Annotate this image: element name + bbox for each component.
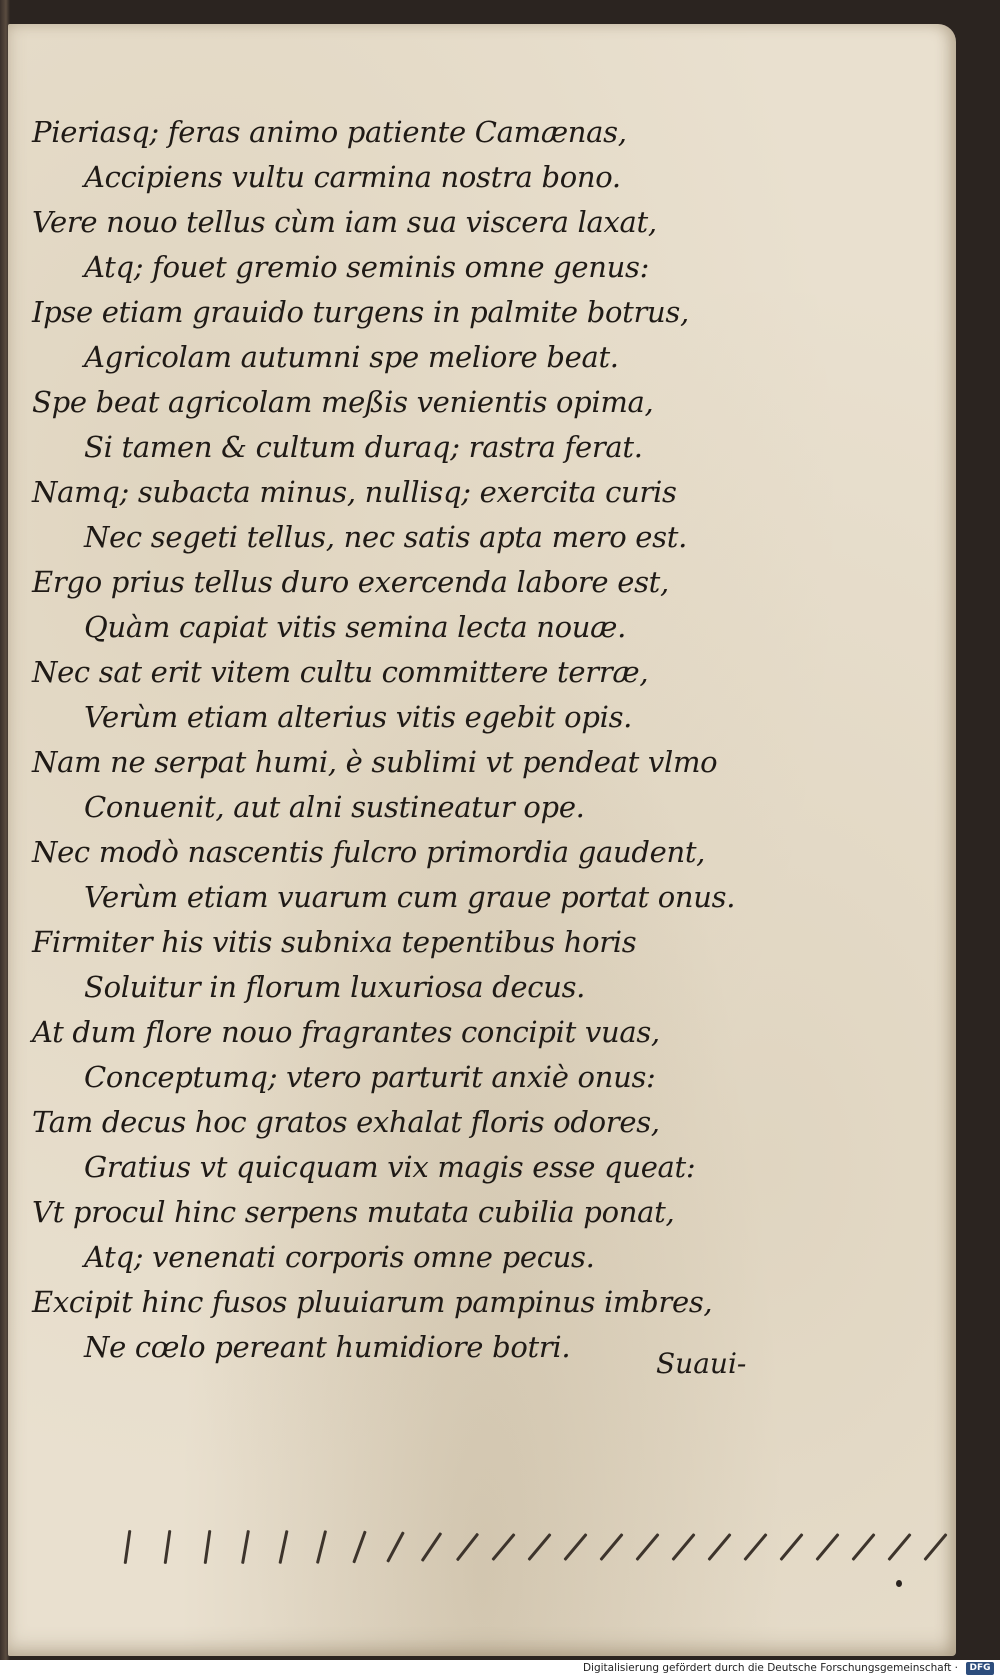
tick-mark — [316, 1530, 327, 1564]
tick-mark — [352, 1531, 366, 1564]
verse-line: Spe beat agricolam meßis venientis opima, — [32, 385, 654, 419]
tick-mark — [743, 1533, 767, 1561]
verse-line: Vt procul hinc serpens mutata cubilia ponat, — [32, 1195, 675, 1229]
verse-line: Atq; venenati corporis omne pecus. — [84, 1240, 595, 1274]
verse-line: Ipse etiam grauido turgens in palmite botrus, — [32, 295, 689, 329]
book-page — [8, 24, 956, 1656]
verse-line: Vere nouo tellus cùm iam sua viscera laxat, — [32, 205, 657, 239]
tick-mark — [779, 1533, 803, 1561]
tick-mark — [456, 1533, 479, 1562]
verse-line: Nam ne serpat humi, è sublimi vt pendeat vlmo — [32, 745, 718, 779]
tick-mark — [527, 1533, 551, 1561]
tick-mark — [204, 1530, 212, 1564]
verse-line: Ergo prius tellus duro exercenda labore est, — [32, 565, 669, 599]
tick-mark — [851, 1533, 875, 1561]
verse-line: At dum flore nouo fragrantes concipit vuas, — [32, 1015, 660, 1049]
tick-mark — [923, 1533, 947, 1561]
verse-line: Nec segeti tellus, nec satis apta mero est. — [84, 520, 688, 554]
tick-mark — [707, 1533, 731, 1561]
tick-mark — [599, 1533, 623, 1561]
tick-mark — [887, 1533, 911, 1561]
verse-line: Agricolam autumni spe meliore beat. — [84, 340, 619, 374]
verse-line: Soluitur in florum luxuriosa decus. — [84, 970, 586, 1004]
verse-line: Firmiter his vitis subnixa tepentibus horis — [32, 925, 637, 959]
verse-line: Ne cœlo pereant humidiore botri. — [84, 1330, 571, 1364]
verse-line: Namq; subacta minus, nullisq; exercita curis — [32, 475, 677, 509]
tick-mark — [563, 1533, 587, 1561]
verse-line: Quàm capiat vitis semina lecta nouæ. — [84, 610, 627, 644]
tick-mark — [421, 1532, 442, 1562]
verse-line: Excipit hinc fusos pluuiarum pampinus imbres, — [32, 1285, 713, 1319]
verse-line: Nec modò nascentis fulcro primordia gaudent, — [32, 835, 706, 869]
tick-mark — [386, 1531, 405, 1562]
tick-mark — [278, 1530, 288, 1564]
catchword: Suaui- — [656, 1347, 747, 1380]
verse-line: Accipiens vultu carmina nostra bono. — [84, 160, 621, 194]
verse-line: Verùm etiam alterius vitis egebit opis. — [84, 700, 633, 734]
tick-mark — [671, 1533, 695, 1561]
edge-tick-marks — [126, 1524, 956, 1568]
tick-mark — [241, 1530, 250, 1564]
tick-mark — [635, 1533, 659, 1561]
verse-line: Atq; fouet gremio seminis omne genus: — [84, 250, 650, 284]
verse-line: Gratius vt quicquam vix magis esse queat: — [84, 1150, 696, 1184]
verse-line: Nec sat erit vitem cultu committere terræ, — [32, 655, 649, 689]
ink-dot — [896, 1580, 902, 1587]
verse-line: Pieriasq; feras animo patiente Camænas, — [32, 115, 627, 149]
tick-mark — [164, 1530, 172, 1564]
dfg-logo: DFG — [966, 1662, 994, 1675]
verse-line: Tam decus hoc gratos exhalat floris odores, — [32, 1105, 660, 1139]
tick-mark — [124, 1530, 132, 1564]
verse-line: Conceptumq; vtero parturit anxiè onus: — [84, 1060, 656, 1094]
tick-mark — [491, 1533, 515, 1561]
verse-line: Conuenit, aut alni sustineatur ope. — [84, 790, 585, 824]
verse-line: Si tamen & cultum duraq; rastra ferat. — [84, 430, 643, 464]
footer-credit: Digitalisierung gefördert durch die Deutsche Forschungsgemeinschaft · — [582, 1662, 958, 1674]
tick-mark — [815, 1533, 839, 1561]
verse-line: Verùm etiam vuarum cum graue portat onus. — [84, 880, 736, 914]
